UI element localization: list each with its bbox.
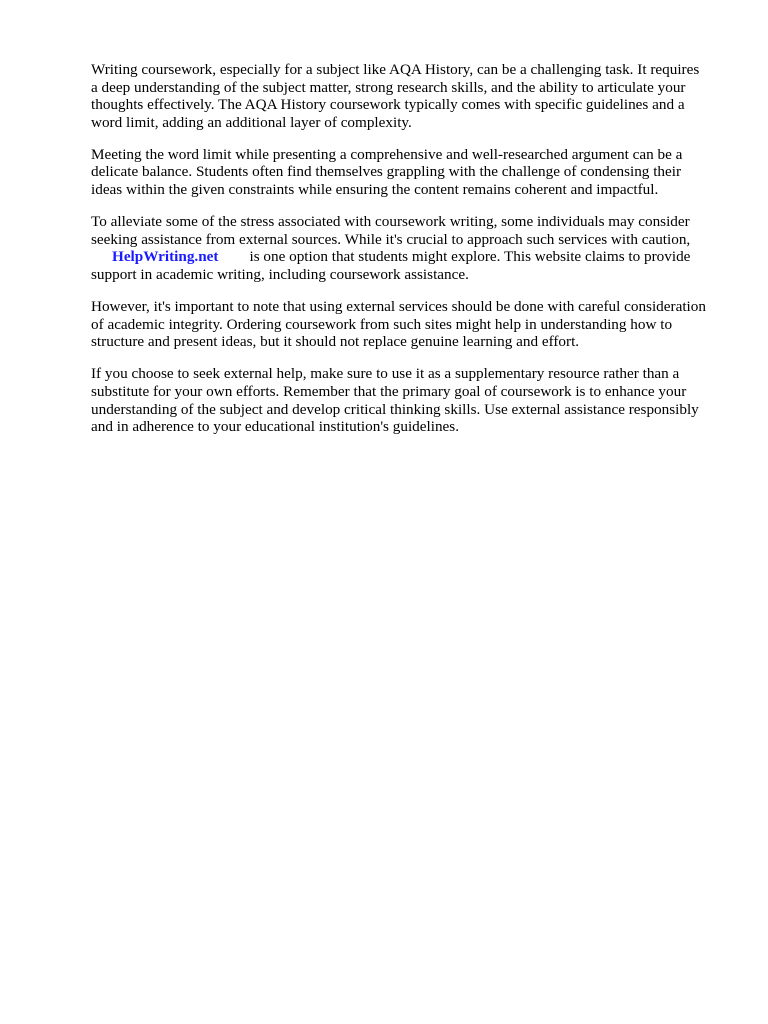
text-line: support in academic writing, including coursework assistance.	[91, 265, 469, 283]
text-line: To alleviate some of the stress associated with coursework writing, some individuals may consider	[91, 213, 690, 231]
document-page	[91, 61, 723, 450]
text-line: ideas within the given constraints while ensuring the content remains coherent and impactful.	[91, 181, 659, 199]
text-after-link: is one option that students might explore. This website claims to provide	[249, 248, 691, 266]
text-line-with-link	[91, 248, 723, 266]
text-line: structure and present ideas, but it should not replace genuine learning and effort.	[91, 333, 580, 351]
text-line: However, it's important to note that using external services should be done with careful consideration	[91, 298, 706, 316]
text-line: seeking assistance from external sources. While it's crucial to approach such services with caution,	[91, 230, 691, 248]
text-line: delicate balance. Students often find themselves grappling with the challenge of condensing their	[91, 163, 682, 181]
text-line: Meeting the word limit while presenting a comprehensive and well-researched argument can be a	[91, 145, 683, 163]
text-line: understanding of the subject and develop critical thinking skills. Use external assistance responsibly	[91, 400, 699, 418]
text-line: thoughts effectively. The AQA History coursework typically comes with specific guidelines and a	[91, 96, 685, 114]
text-line: and in adherence to your educational institution's guidelines.	[91, 418, 459, 436]
helpwriting-link[interactable]: HelpWriting.net	[112, 248, 219, 266]
paragraph-intro	[91, 61, 723, 131]
paragraph-assistance	[91, 213, 723, 283]
text-line: of academic integrity. Ordering coursework from such sites might help in understanding how to	[91, 315, 673, 333]
paragraph-integrity	[91, 298, 723, 351]
text-line: Writing coursework, especially for a subject like AQA History, can be a challenging task. It requires	[91, 61, 700, 78]
text-line: a deep understanding of the subject matter, strong research skills, and the ability to articulate your	[91, 78, 686, 96]
paragraph-word-limit	[91, 146, 723, 199]
text-line: If you choose to seek external help, make sure to use it as a supplementary resource rather than a	[91, 365, 680, 383]
text-line: substitute for your own efforts. Remember that the primary goal of coursework is to enhance your	[91, 382, 687, 400]
paragraph-conclusion	[91, 365, 723, 435]
text-line: word limit, adding an additional layer of complexity.	[91, 113, 412, 131]
